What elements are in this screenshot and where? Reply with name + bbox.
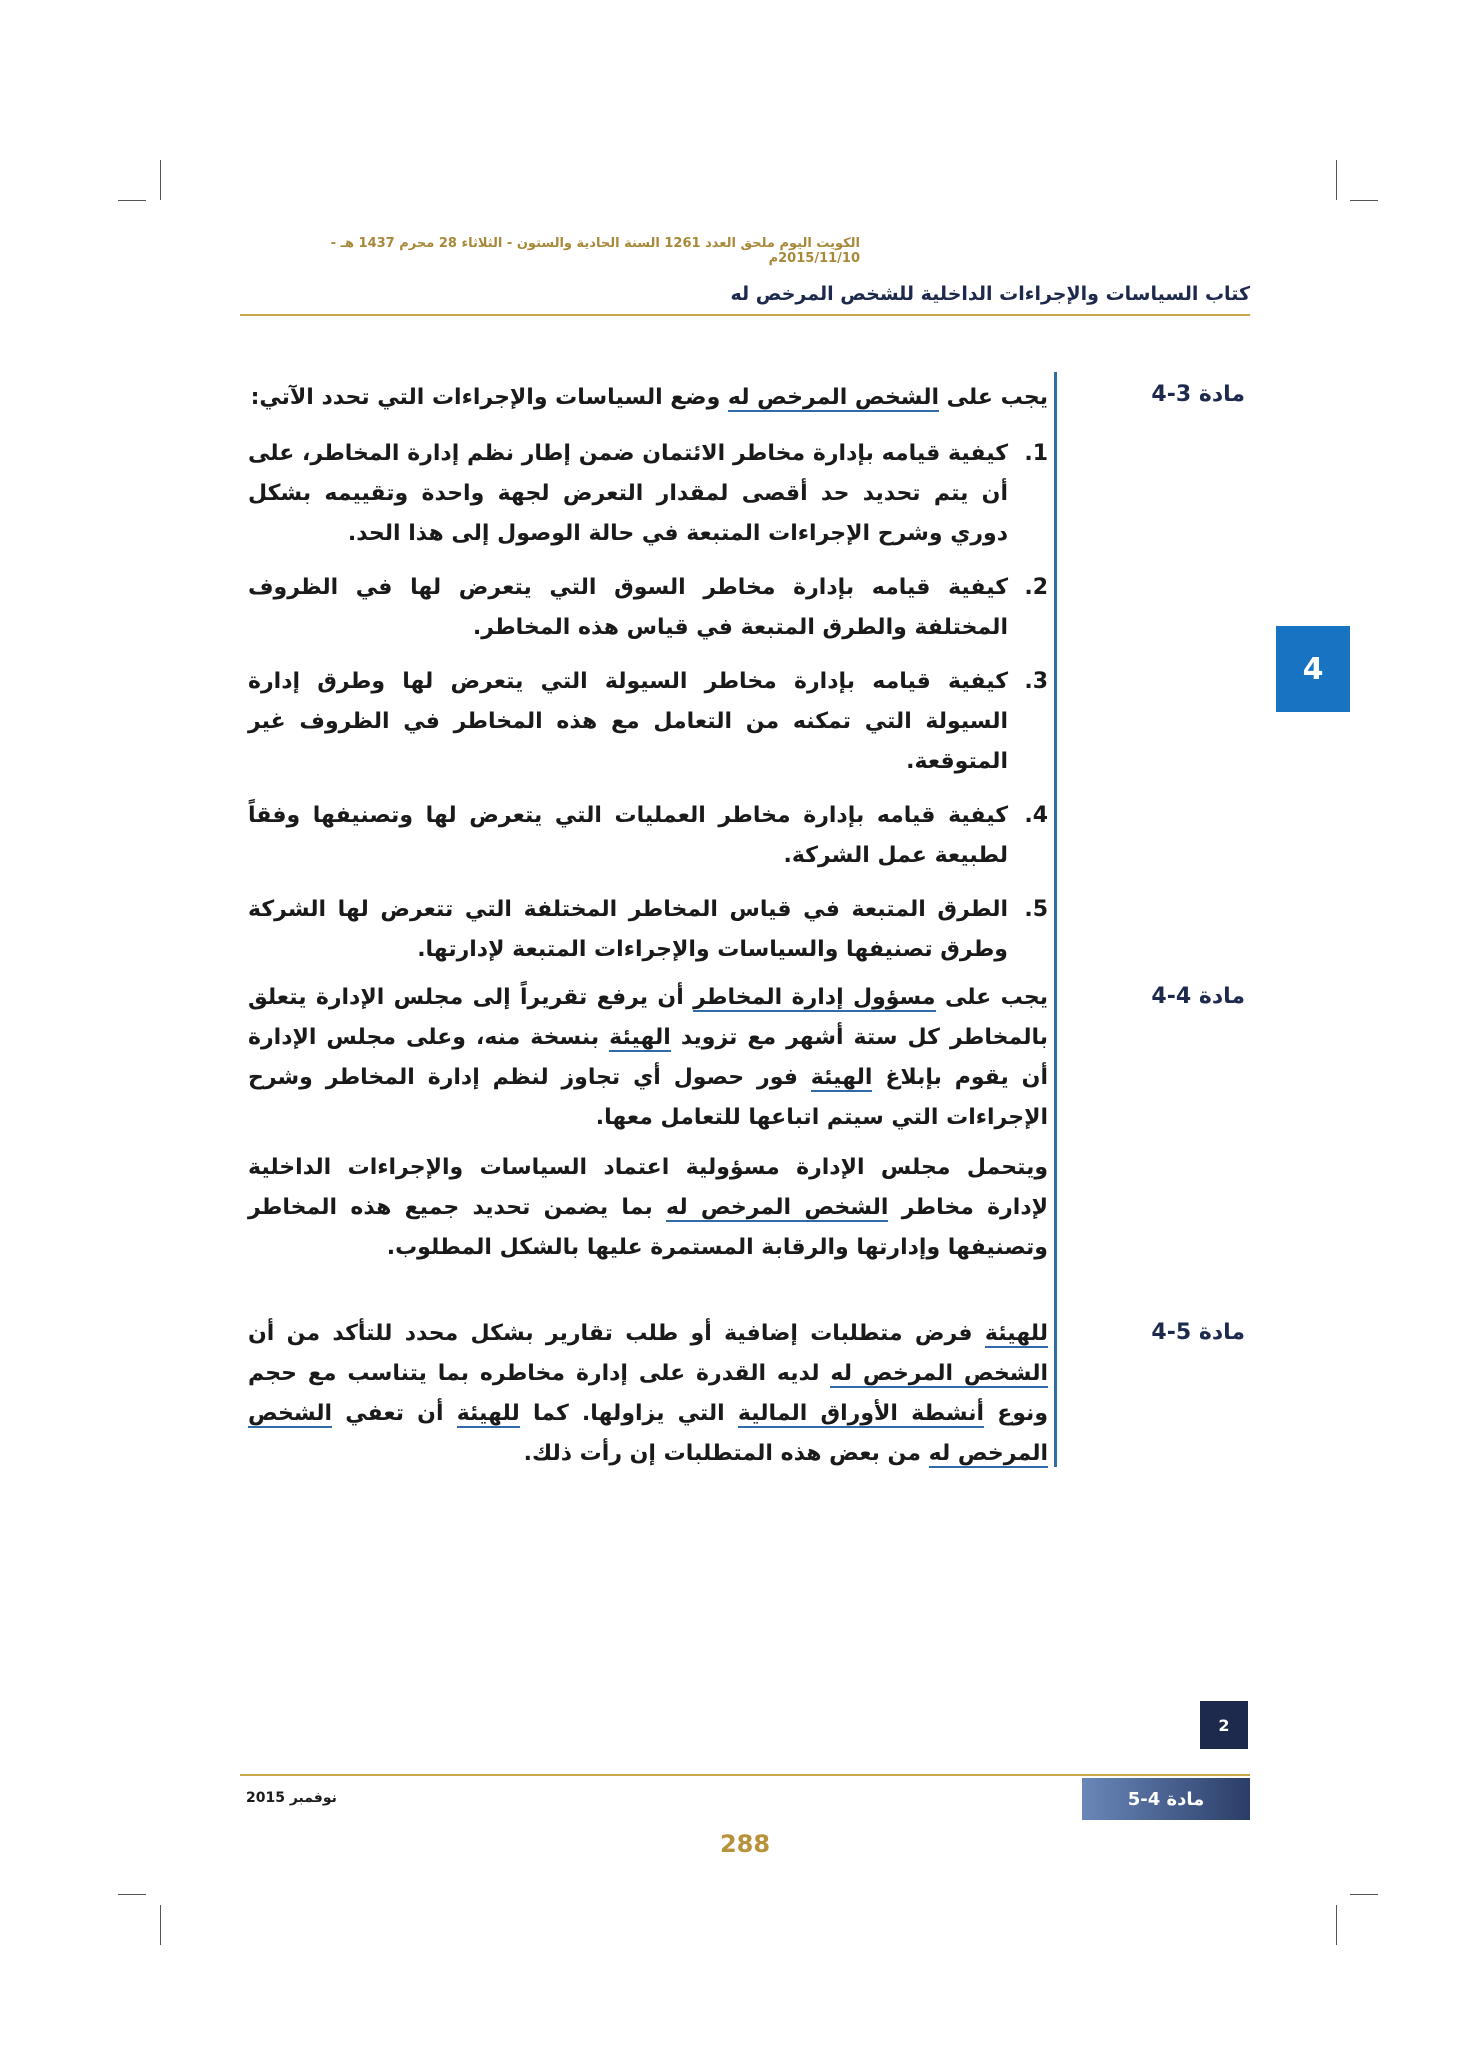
defined-term: الهيئة: [609, 1025, 671, 1050]
item-number: 1.: [1024, 441, 1048, 466]
crop-mark: [160, 160, 161, 200]
item-text: كيفية قيامه بإدارة مخاطر السوق التي يتعرض لها في الظروف المختلفة والطرق المتبعة في قياس هذه المخاطر.: [248, 575, 1008, 640]
crop-mark: [1350, 1894, 1378, 1895]
article-label-word: مادة: [1198, 984, 1245, 1009]
column-divider: [1054, 372, 1057, 1467]
footer-date: نوفمبر 2015: [246, 1790, 337, 1806]
crop-mark: [118, 1894, 146, 1895]
text-run: لديه القدرة على إدارة مخاطره بما يتناسب مع حجم ونوع: [248, 1361, 1048, 1426]
article-paragraph: [248, 1148, 1048, 1268]
footer-article-tab: مادة 4-5: [1082, 1778, 1250, 1820]
defined-term: الشخص المرخص له: [666, 1195, 889, 1220]
article-number: 4-4: [1151, 984, 1192, 1009]
text-run: بما يضمن تحديد جميع هذه المخاطر وتصنيفها وإدارتها والرقابة المستمرة عليها بالشكل المطلوب.: [248, 1195, 1048, 1260]
text-run: ويتحمل مجلس الإدارة مسؤولية اعتماد السياسات والإجراءات الداخلية لإدارة مخاطر: [248, 1155, 1049, 1220]
text-run: يجب على: [939, 385, 1048, 410]
text-run: يجب على: [935, 985, 1048, 1010]
defined-term: الشخص المرخص له: [248, 1401, 1048, 1466]
text-run: التي يزاولها. كما: [519, 1401, 738, 1426]
defined-term: مسؤول إدارة المخاطر: [693, 985, 936, 1010]
item-text: كيفية قيامه بإدارة مخاطر السيولة التي يتعرض لها وطرق إدارة السيولة التي تمكنه من التعامل مع هذه المخاطر في الظروف غير المتوقعة.: [248, 669, 1008, 774]
item-text: كيفية قيامه بإدارة مخاطر الائتمان ضمن إطار نظم إدارة المخاطر، على أن يتم تحديد حد أقصى لمقدار التعرض لجهة واحدة وتقييمه بشكل دوري وشرح الإجراءات المتبعة في حالة الوصول إلى هذا الحد.: [248, 441, 1008, 546]
list-item: [248, 568, 1048, 648]
text-run: فرض متطلبات إضافية أو طلب تقارير بشكل محدد للتأكد من أن: [248, 1321, 985, 1346]
crop-mark: [1336, 1905, 1337, 1945]
list-item: [248, 890, 1048, 970]
section-page-number: 2: [1200, 1701, 1248, 1749]
list-item: [248, 434, 1048, 554]
article-label-word: مادة: [1198, 1320, 1245, 1345]
article-label: [1115, 984, 1245, 1009]
text-run: فور حصول أي تجاوز لنظم إدارة المخاطر وشرح الإجراءات التي سيتم اتباعها للتعامل معها.: [248, 1065, 1048, 1130]
text-run: أن تعفي: [332, 1401, 457, 1426]
page-number: 288: [719, 1830, 771, 1858]
article-number: 5-4: [1151, 1320, 1192, 1345]
crop-mark: [118, 200, 146, 201]
list-item: [248, 796, 1048, 876]
header-rule: [240, 314, 1250, 316]
defined-term: الشخص المرخص له: [727, 385, 939, 410]
item-number: 5.: [1024, 897, 1048, 922]
crop-mark: [1336, 160, 1337, 200]
article-label: [1115, 1320, 1245, 1345]
article-item-list: [248, 434, 1048, 984]
text-run: بنسخة منه، وعلى مجلس الإدارة أن يقوم بإبلاغ: [248, 1025, 1048, 1090]
article-paragraph: [248, 1314, 1048, 1474]
crop-mark: [160, 1905, 161, 1945]
crop-mark: [1350, 200, 1378, 201]
book-title: كتاب السياسات والإجراءات الداخلية للشخص المرخص له: [730, 283, 1250, 305]
article-paragraph: [248, 978, 1048, 1138]
article-intro: [248, 378, 1048, 418]
footer-rule: [240, 1774, 1250, 1776]
defined-term: للهيئة: [456, 1401, 520, 1426]
defined-term: للهيئة: [984, 1321, 1048, 1346]
item-number: 3.: [1024, 669, 1048, 694]
chapter-tab: 4: [1276, 626, 1350, 712]
item-text: كيفية قيامه بإدارة مخاطر العمليات التي يتعرض لها وتصنيفها وفقاً لطبيعة عمل الشركة.: [248, 803, 1008, 868]
article-label-word: مادة: [1198, 382, 1245, 407]
text-run: وضع السياسات والإجراءات التي تحدد الآتي:: [250, 385, 728, 410]
text-run: من بعض هذه المتطلبات إن رأت ذلك.: [523, 1441, 929, 1466]
article-label: [1115, 382, 1245, 407]
defined-term: الشخص المرخص له: [830, 1361, 1048, 1386]
defined-term: أنشطة الأوراق المالية: [737, 1401, 985, 1426]
defined-term: الهيئة: [810, 1065, 873, 1090]
list-item: [248, 662, 1048, 782]
running-head: الكويت اليوم ملحق العدد 1261 السنة الحادية والستون - الثلاثاء 28 محرم 1437 هـ - 2015/11/10م: [330, 236, 860, 266]
article-number: 3-4: [1151, 382, 1192, 407]
text-run: أن يرفع تقريراً إلى مجلس الإدارة يتعلق بالمخاطر كل ستة أشهر مع تزويد: [248, 985, 1049, 1050]
item-number: 2.: [1024, 575, 1048, 600]
item-text: الطرق المتبعة في قياس المخاطر المختلفة التي تتعرض لها الشركة وطرق تصنيفها والسياسات والإجراءات المتبعة لإدارتها.: [248, 897, 1008, 962]
item-number: 4.: [1024, 803, 1048, 828]
